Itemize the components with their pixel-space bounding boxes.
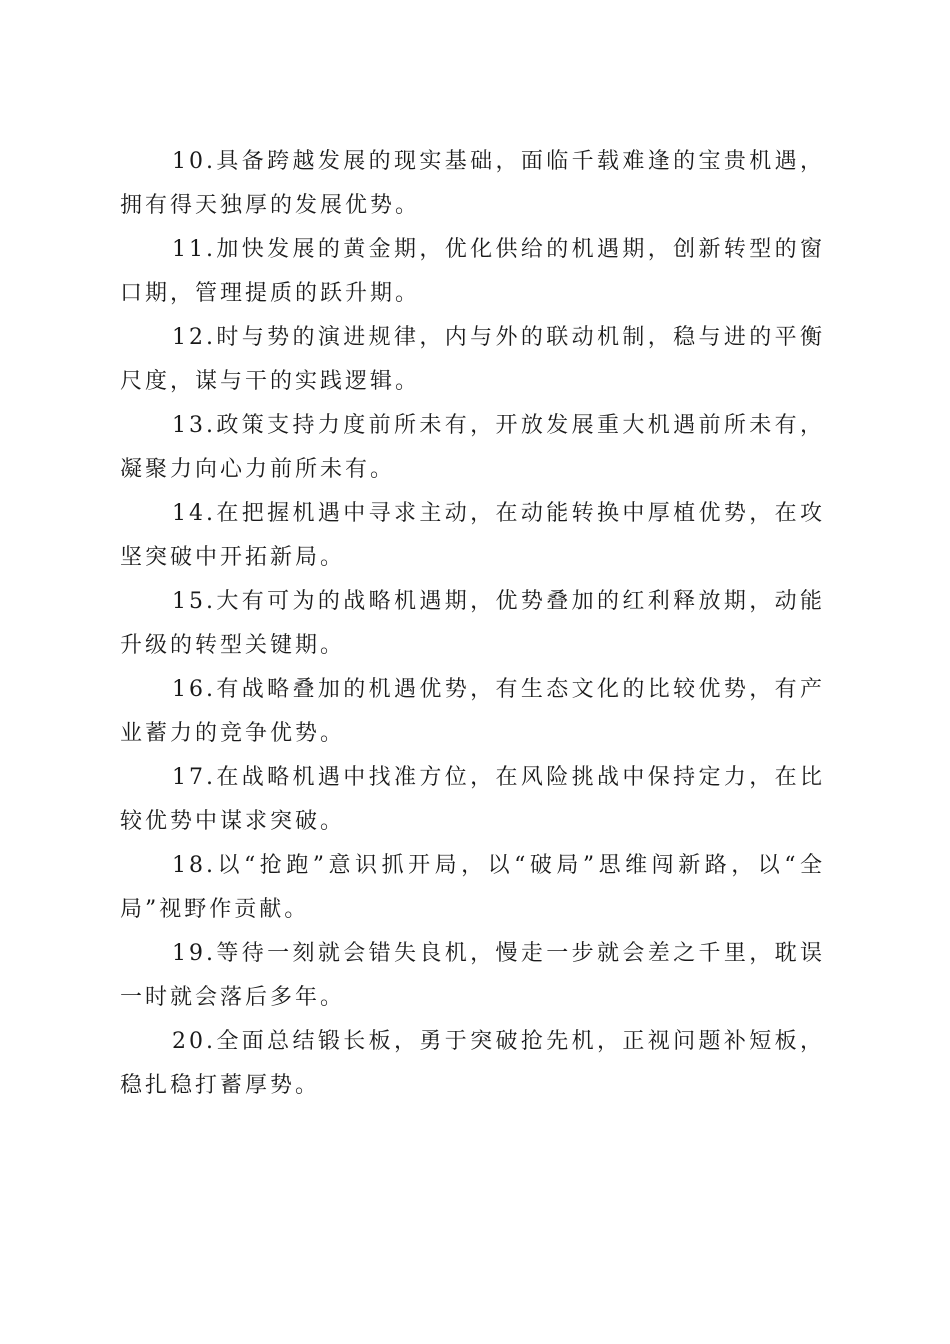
list-item: 10.具备跨越发展的现实基础，面临千载难逢的宝贵机遇，拥有得天独厚的发展优势。 <box>120 149 825 218</box>
list-item: 19.等待一刻就会错失良机，慢走一步就会差之千里，耽误一时就会落后多年。 <box>120 941 825 1010</box>
list-item: 17.在战略机遇中找准方位，在风险挑战中保持定力，在比较优势中谋求突破。 <box>120 765 825 834</box>
list-item: 18.以“抢跑”意识抓开局，以“破局”思维闯新路，以“全局”视野作贡献。 <box>120 853 825 922</box>
list-item: 13.政策支持力度前所未有，开放发展重大机遇前所未有，凝聚力向心力前所未有。 <box>120 413 825 482</box>
list-item: 12.时与势的演进规律，内与外的联动机制，稳与进的平衡尺度，谋与干的实践逻辑。 <box>120 325 825 394</box>
document-body <box>120 140 825 1108</box>
list-item: 20.全面总结锻长板，勇于突破抢先机，正视问题补短板，稳扎稳打蓄厚势。 <box>120 1029 825 1098</box>
list-item: 16.有战略叠加的机遇优势，有生态文化的比较优势，有产业蓄力的竞争优势。 <box>120 677 825 746</box>
list-item: 11.加快发展的黄金期，优化供给的机遇期，创新转型的窗口期，管理提质的跃升期。 <box>120 237 825 306</box>
list-item: 15.大有可为的战略机遇期，优势叠加的红利释放期，动能升级的转型关键期。 <box>120 589 825 658</box>
list-item: 14.在把握机遇中寻求主动，在动能转换中厚植优势，在攻坚突破中开拓新局。 <box>120 501 825 570</box>
